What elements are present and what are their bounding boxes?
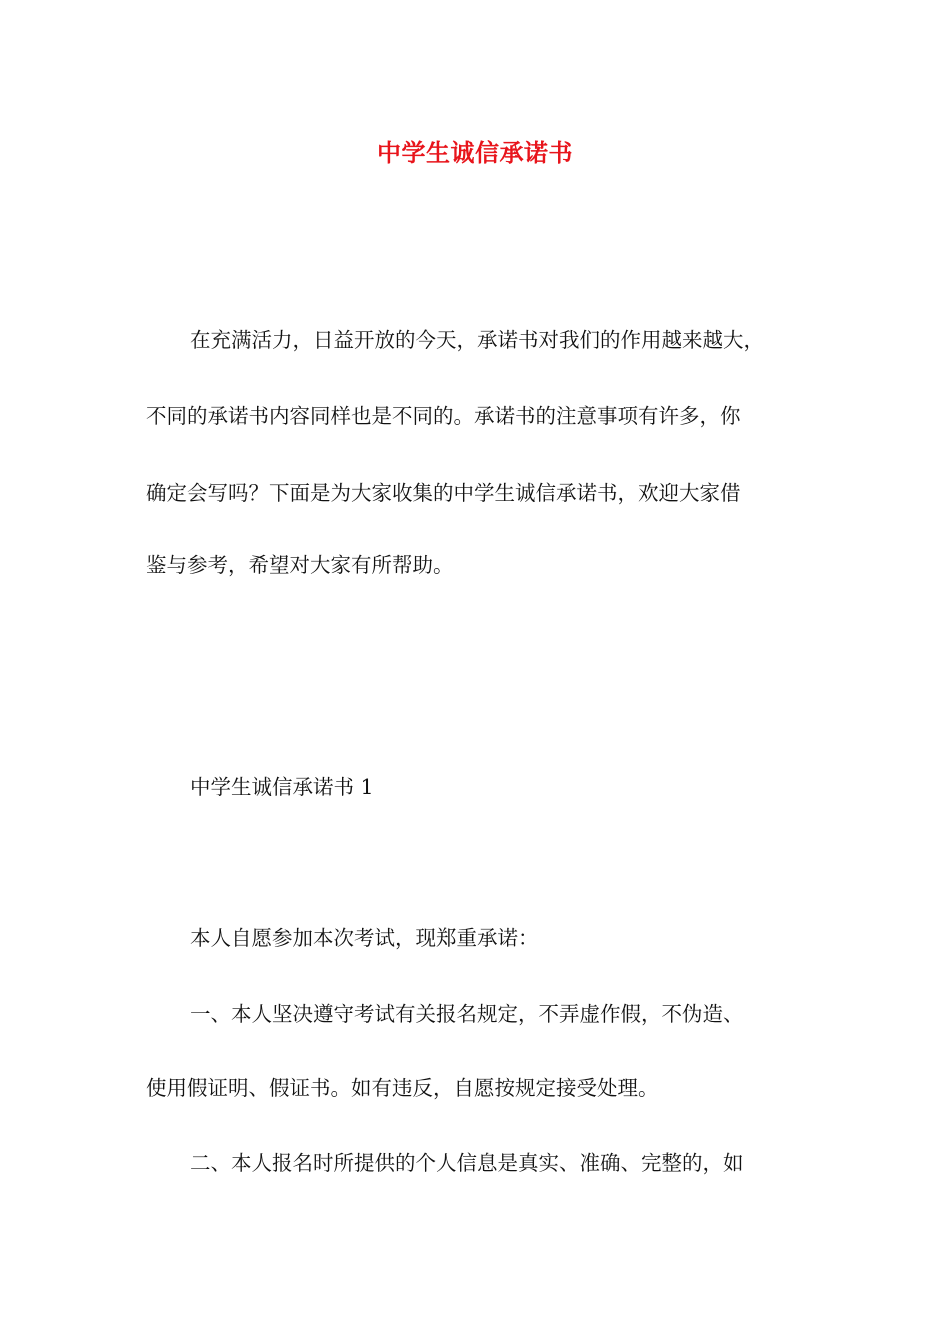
body-line-3: 使用假证明、假证书。如有违反，自愿按规定接受处理。 [146, 1076, 659, 1100]
intro-line-4: 鉴与参考，希望对大家有所帮助。 [146, 553, 454, 577]
body-line-1: 本人自愿参加本次考试，现郑重承诺： [190, 926, 539, 950]
body-line-2: 一、本人坚决遵守考试有关报名规定，不弄虚作假，不伪造、 [190, 1002, 744, 1026]
section-heading: 中学生诚信承诺书 1 [190, 775, 374, 799]
document-title: 中学生诚信承诺书 [377, 138, 573, 167]
body-line-4: 二、本人报名时所提供的个人信息是真实、准确、完整的，如 [190, 1151, 744, 1175]
intro-line-1: 在充满活力，日益开放的今天，承诺书对我们的作用越来越大， [190, 328, 764, 352]
intro-line-2: 不同的承诺书内容同样也是不同的。承诺书的注意事项有许多，你 [146, 404, 741, 428]
intro-line-3: 确定会写吗？下面是为大家收集的中学生诚信承诺书，欢迎大家借 [146, 481, 741, 505]
